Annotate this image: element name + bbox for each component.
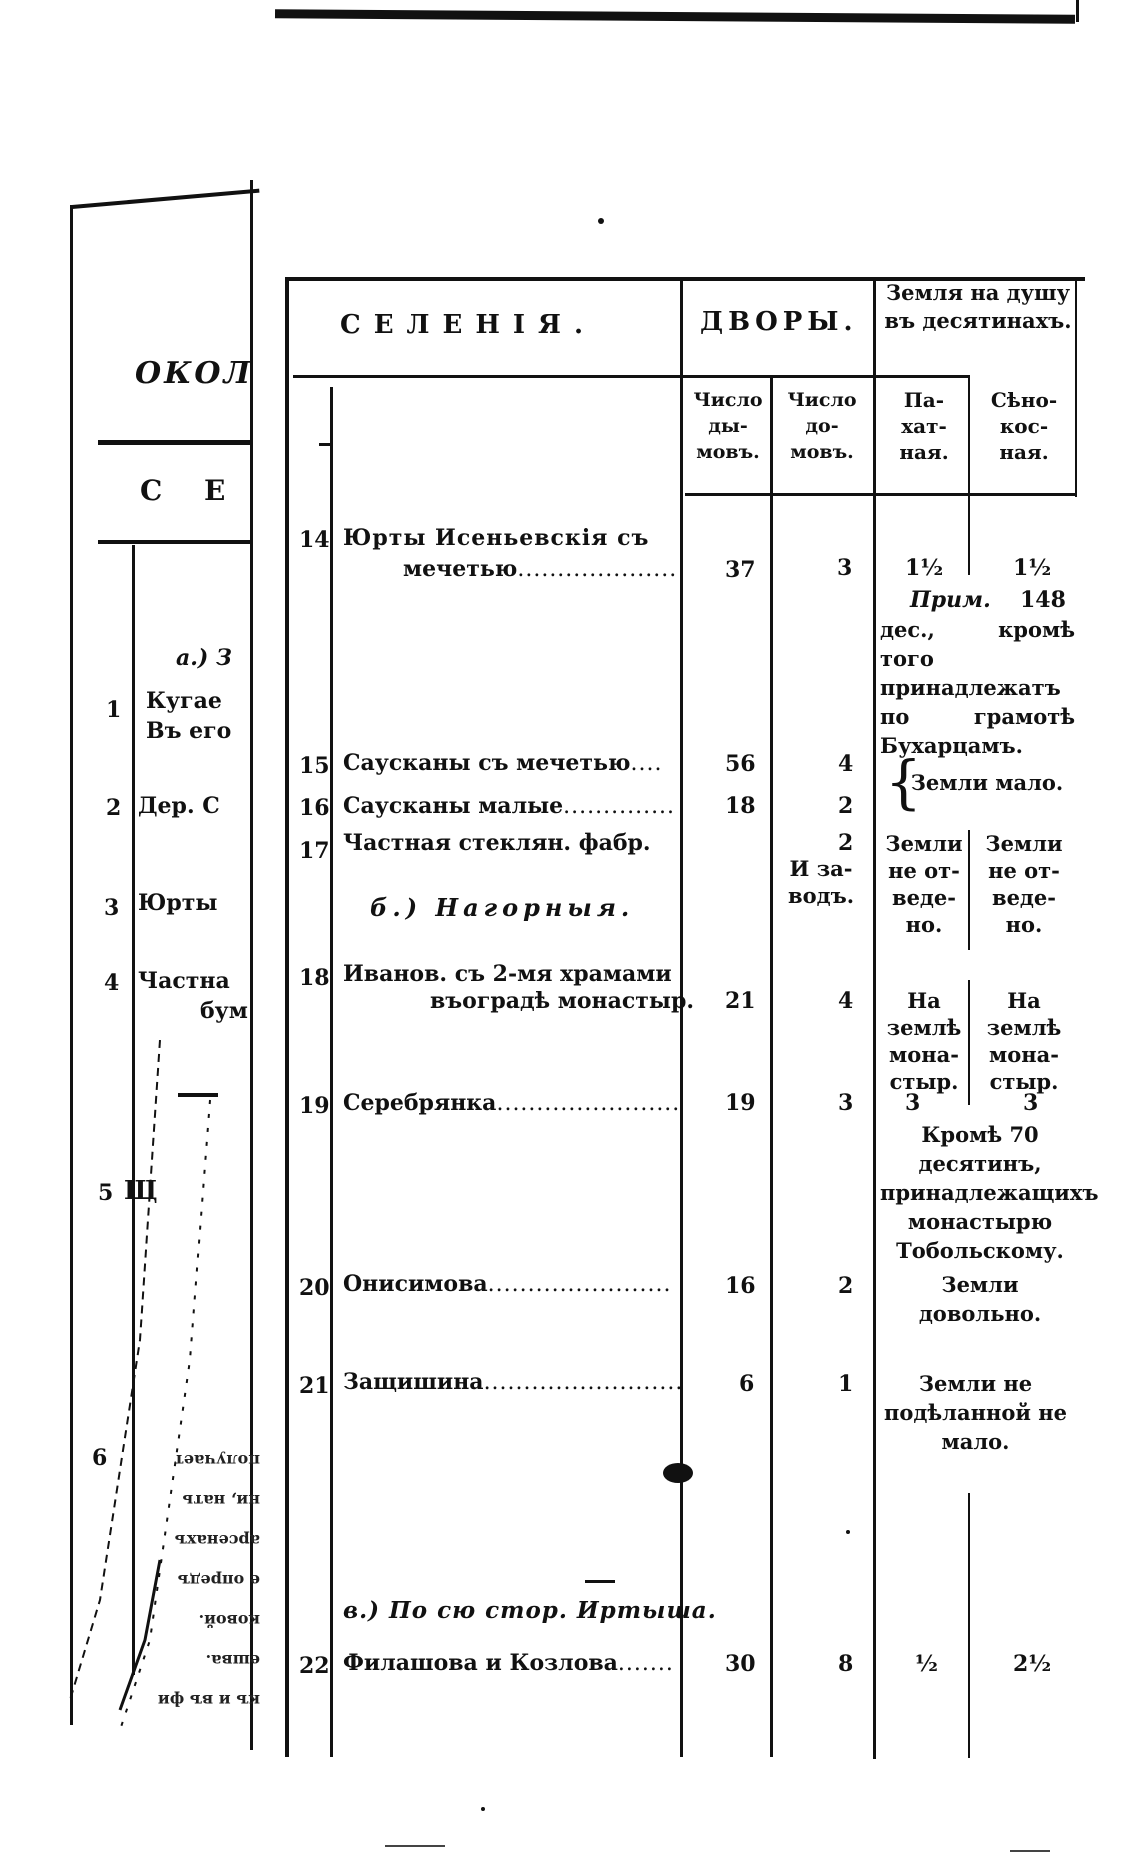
hay-value: 3 — [1023, 1090, 1039, 1116]
house-count: 3 — [837, 555, 853, 581]
left-mirrored-line: ковой. — [198, 1611, 260, 1630]
column-rule-yards — [770, 375, 773, 1757]
ink-blot — [663, 1463, 693, 1483]
brace: { — [885, 748, 922, 816]
smoke-count: 37 — [725, 557, 756, 583]
left-heading-fragment: ОКОЛ — [135, 356, 254, 391]
main-table — [285, 275, 1099, 1775]
scan-speck — [846, 1530, 850, 1534]
header-land: Земля на душу въ десятинахъ. — [884, 280, 1072, 333]
left-column-fragment: С Е — [140, 474, 242, 507]
note-row-17-hay: Земли не от- веде- но. — [985, 831, 1063, 937]
smoke-count: 21 — [725, 988, 756, 1014]
house-count: 2 — [838, 1273, 854, 1299]
left-row-text: Дер. С — [138, 793, 220, 819]
cell-divider — [968, 500, 970, 568]
village-name: Филашова и Козлова....... — [343, 1650, 674, 1676]
left-row-number: 2 — [106, 795, 122, 821]
village-name: Иванов. съ 2-мя храмами — [343, 961, 672, 987]
village-name: Саусканы малые.............. — [343, 793, 676, 819]
left-mirrored-line: арсенахъ — [174, 1531, 260, 1550]
village-name-2: въоградѣ монастыр. — [430, 988, 695, 1014]
village-name: Онисимова....................... — [343, 1271, 672, 1297]
header-arable: Па- хат- ная. — [899, 388, 949, 464]
row-number-column-rule — [330, 387, 333, 1757]
house-count: 4 — [838, 988, 854, 1014]
left-row-text: Юрты — [138, 890, 218, 916]
house-count: 8 — [838, 1651, 854, 1677]
row-number: 18 — [299, 965, 330, 991]
left-row-text-2: Въ его — [146, 718, 232, 744]
section-dash — [585, 1580, 615, 1583]
smoke-count: 30 — [725, 1651, 756, 1677]
section-heading-c: в.) По сю стор. Иртыша. — [343, 1597, 717, 1624]
cell-divider — [968, 1493, 970, 1758]
scan-dash — [385, 1845, 445, 1847]
scan-dash — [1010, 1850, 1050, 1852]
row-number: 17 — [299, 838, 330, 864]
header-hay: Сѣно- кос- ная. — [990, 388, 1058, 464]
village-name: Серебрянка....................... — [343, 1090, 681, 1116]
village-name-2: мечетью.................... — [403, 556, 678, 582]
note-number: 148 — [1020, 587, 1066, 613]
section-heading-b: б.) Нагорныя. — [370, 893, 635, 922]
left-row-number: 4 — [104, 970, 120, 996]
left-row-text: Кугае — [146, 688, 222, 714]
scan-speck — [598, 218, 604, 224]
village-name: Юрты Исеньевскія съ — [343, 525, 650, 551]
left-header-rule-top — [98, 440, 250, 445]
smoke-count: 19 — [725, 1090, 756, 1116]
left-row-text: Щ — [124, 1176, 158, 1206]
house-count: 2 — [838, 793, 854, 819]
arable-value: 3 — [905, 1090, 921, 1116]
header-smoke: Число ды- мовъ. — [693, 389, 763, 463]
smoke-count: 6 — [739, 1371, 755, 1397]
row-number: 20 — [299, 1275, 330, 1301]
cell-divider — [968, 980, 970, 1105]
cell-divider — [968, 830, 970, 950]
smoke-count: 16 — [725, 1273, 756, 1299]
left-mirrored-line: ни, нать — [182, 1491, 260, 1510]
hay-value: 1½ — [1013, 555, 1052, 581]
header-villages: СЕЛЕНІЯ. — [340, 310, 597, 340]
house-count: 1 — [838, 1371, 854, 1397]
top-right-edge — [1076, 0, 1079, 22]
note-row-19: Кромѣ 70 десятинъ, принадлежащихъ монастырю Тобольскому. — [880, 1122, 1099, 1263]
left-row-number: 3 — [104, 895, 120, 921]
left-mirrored-line: ешва. — [205, 1651, 260, 1670]
top-edge-rule — [275, 9, 1075, 24]
village-name: Саусканы съ мечетью.... — [343, 750, 663, 776]
left-page-top-rule — [72, 189, 260, 209]
smoke-count: 56 — [725, 751, 756, 777]
house-count: 2 — [838, 830, 854, 856]
note-label: Прим. — [910, 587, 991, 613]
left-header-rule-bottom — [98, 540, 250, 544]
column-rule-land — [873, 277, 876, 1759]
left-mirrored-line: получает — [173, 1451, 260, 1470]
arable-value: ½ — [915, 1651, 938, 1677]
table-left-rule — [285, 277, 289, 1757]
note-row-21: Земли не подѣланной не мало. — [884, 1371, 1067, 1454]
note-row-18-arable: На землѣ мона- стыр. — [886, 988, 962, 1094]
left-mirrored-line: къ и въ фи — [157, 1691, 260, 1710]
row-number: 19 — [299, 1093, 330, 1119]
house-note: И за- водъ. — [787, 856, 854, 908]
village-name: Защишина......................... — [343, 1369, 684, 1395]
note-row-17-arable: Земли не от- веде- но. — [885, 831, 963, 937]
header-divider-villages — [293, 375, 968, 378]
row-number: 15 — [299, 753, 330, 779]
house-count: 4 — [838, 751, 854, 777]
left-row-text: Частна — [138, 968, 230, 994]
row-number: 21 — [299, 1373, 330, 1399]
header-bottom-rule — [685, 493, 1075, 496]
torn-page-edge — [60, 1040, 260, 1740]
left-row-number: 1 — [106, 697, 122, 723]
left-row-text-2: бум — [200, 998, 248, 1024]
left-page — [0, 0, 260, 1862]
left-row-number: 5 — [98, 1180, 114, 1206]
note-row-15: Земли мало. — [910, 770, 1064, 795]
header-yards: ДВОРЫ. — [700, 307, 858, 337]
row-number: 22 — [299, 1653, 330, 1679]
scan-speck — [481, 1807, 485, 1811]
left-row-number: 6 — [92, 1445, 108, 1471]
smoke-count: 18 — [725, 793, 756, 819]
left-section-fragment: а.) З — [176, 645, 232, 671]
note-row-18-hay: На землѣ мона- стыр. — [986, 988, 1062, 1094]
column-rule-hay-end — [1075, 277, 1077, 497]
hay-value: 2½ — [1013, 1651, 1052, 1677]
header-houses: Число до- мовъ. — [787, 389, 857, 463]
left-mirrored-line: е опредъ — [177, 1571, 260, 1590]
note-row-20: Земли довольно. — [918, 1272, 1042, 1326]
note-row-14: дес., кромѣ того принадлежатъ по грамотѣ Бухарцамъ. — [880, 617, 1075, 758]
village-name: Частная стеклян. фабр. — [343, 830, 651, 856]
house-count: 3 — [838, 1090, 854, 1116]
row-number: 16 — [299, 795, 330, 821]
arable-value: 1½ — [905, 555, 944, 581]
column-rule-villages — [680, 277, 683, 1757]
row-number: 14 — [299, 527, 330, 553]
tick-mark — [319, 443, 331, 446]
